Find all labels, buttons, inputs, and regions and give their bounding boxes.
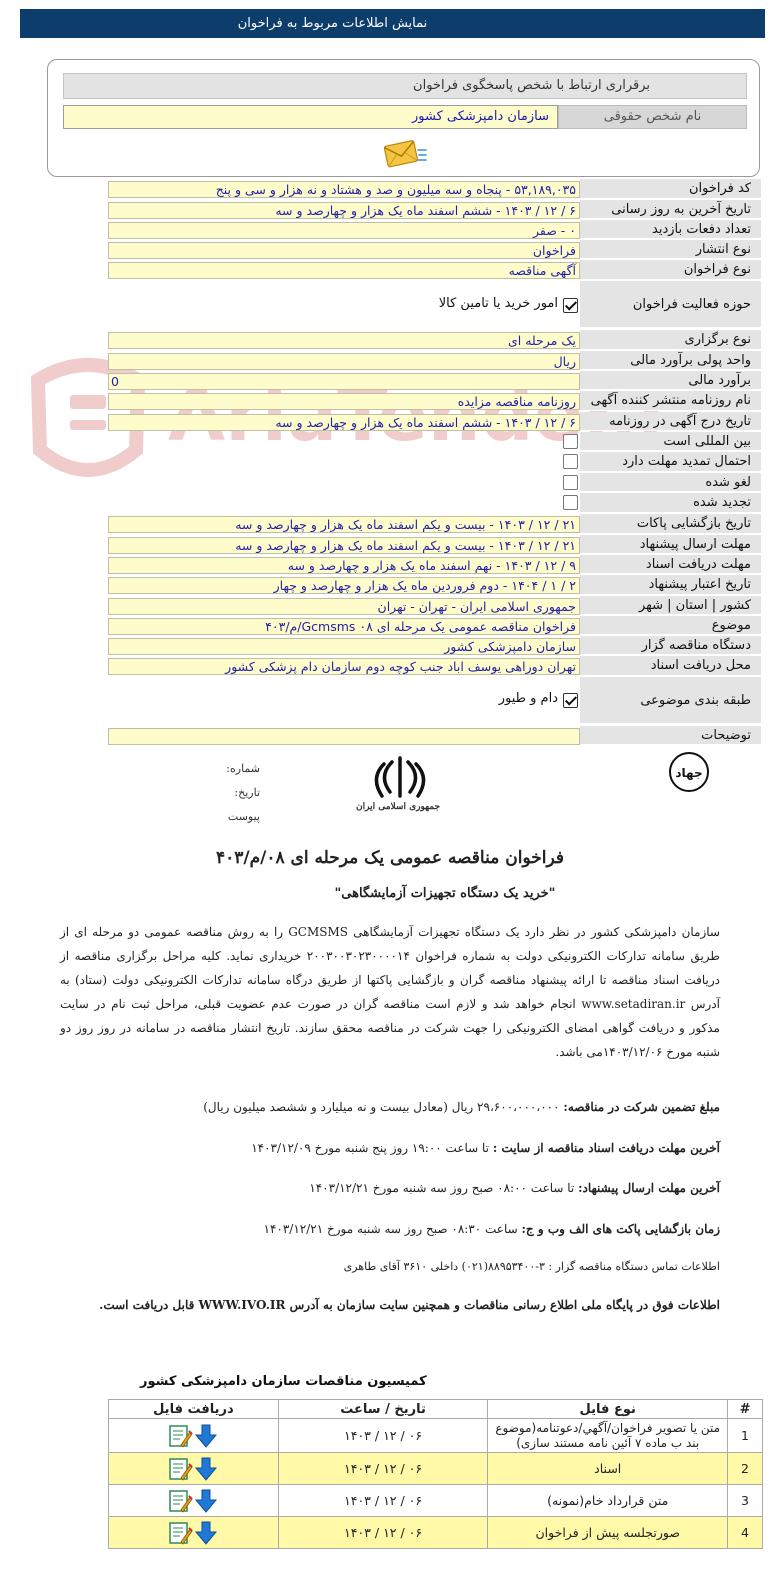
field-label: برآورد مالی — [580, 371, 761, 390]
row-date: ۰۶ / ۱۲ / ۱۴۰۳ — [278, 1419, 488, 1453]
field-value: ۵۳,۱۸۹,۰۳۵ - پنجاه و سه میلیون و صد و هشتاد و نه هزار و سی و پنج — [108, 181, 580, 198]
doc-opening — [264, 1222, 721, 1236]
field-value: یک مرحله ای — [108, 332, 580, 349]
field-row — [0, 371, 775, 391]
org-value: سازمان دامپزشکی کشور — [63, 105, 558, 129]
row-number: 4 — [728, 1517, 763, 1549]
edit-document-icon[interactable] — [167, 1520, 193, 1546]
row-date: ۰۶ / ۱۲ / ۱۴۰۳ — [278, 1453, 488, 1485]
col-file-type: نوع فایل — [488, 1400, 728, 1419]
field-value: 0 — [108, 373, 580, 390]
field-label: دستگاه مناقصه گزار — [580, 636, 761, 655]
field-value: تهران دوراهی یوسف اباد جنب کوچه دوم سازمان دام پزشکی کشور — [108, 658, 580, 675]
field-label: تاریخ آخرین به روز رسانی — [580, 200, 761, 219]
field-label: تاریخ بازگشایی پاکات — [580, 514, 761, 534]
table-row — [109, 1419, 763, 1453]
field-row — [0, 330, 775, 351]
field-label: نوع انتشار — [580, 240, 761, 259]
field-row — [0, 596, 775, 616]
doc-submit-deadline — [309, 1181, 720, 1195]
field-row — [0, 179, 775, 200]
page-title: نمایش اطلاعات مربوط به فراخوان — [237, 16, 428, 31]
field-row — [0, 260, 775, 281]
field-row — [0, 575, 775, 596]
table-row — [109, 1485, 763, 1517]
field-row — [0, 636, 775, 656]
download-icon[interactable] — [193, 1423, 219, 1449]
field-row — [0, 412, 775, 432]
guarantee-label: مبلغ تضمین شرکت در مناقصه: — [563, 1100, 720, 1114]
download-icon[interactable] — [193, 1520, 219, 1546]
doc-signature: کمیسیون مناقصات سازمان دامپزشکی کشور — [140, 1374, 427, 1389]
flag-row — [0, 493, 775, 514]
doc-subtitle: "خرید یک دستگاه تجهیزات آزمایشگاهی" — [334, 886, 556, 901]
col-date: تاریخ / ساعت — [278, 1400, 488, 1419]
row-download[interactable] — [109, 1419, 279, 1453]
field-row — [0, 535, 775, 555]
row-file-type: متن قرارداد خام(نمونه) — [488, 1485, 728, 1517]
activity-checkbox[interactable] — [563, 298, 578, 313]
table-header-row — [109, 1400, 763, 1419]
col-download: دریافت فایل — [109, 1400, 279, 1419]
field-row — [0, 656, 775, 677]
row-number: 3 — [728, 1485, 763, 1517]
row-file-type: متن یا تصویر فراخوان/آگهي/دعوتنامه(موضوع بند ب ماده ۷ آئين نامه مستند سازی) — [488, 1419, 728, 1453]
field-label: تاریخ درج آگهی در روزنامه — [580, 412, 761, 431]
flag-row — [0, 432, 775, 452]
flag-label: بین المللی است — [580, 432, 761, 451]
row-number: 2 — [728, 1453, 763, 1485]
doc-contact-info: اطلاعات تماس دستگاه مناقصه گزار : ۳-۸۸۹۵۳۴۰۰(۰۲۱) داخلی ۳۶۱۰ آقای طاهری — [343, 1260, 720, 1273]
field-value: آگهی مناقصه — [108, 262, 580, 279]
field-label: موضوع — [580, 616, 761, 635]
row-file-type: اسناد — [488, 1453, 728, 1485]
field-value: سازمان دامپزشکی کشور — [108, 638, 580, 655]
field-label: محل دریافت اسناد — [580, 656, 761, 676]
field-label: تعداد دفعات بازدید — [580, 220, 761, 239]
field-row — [0, 391, 775, 412]
field-label: مهلت دریافت اسناد — [580, 555, 761, 574]
page-header — [20, 9, 765, 38]
edit-document-icon[interactable] — [167, 1423, 193, 1449]
field-value: ۶ / ۱۲ / ۱۴۰۳ - ششم اسفند ماه یک هزار و چهارصد و سه — [108, 202, 580, 219]
field-label: واحد پولی برآورد مالی — [580, 351, 761, 370]
row-download[interactable] — [109, 1485, 279, 1517]
field-row — [0, 555, 775, 575]
field-row — [0, 220, 775, 240]
field-label: مهلت ارسال پیشنهاد — [580, 535, 761, 554]
cancelled-checkbox[interactable] — [563, 475, 578, 490]
doc-docs-deadline — [251, 1141, 720, 1155]
field-row — [0, 514, 775, 535]
doc-title: فراخوان مناقصه عمومی یک مرحله ای ۰۸/م/۴۰۳ — [215, 848, 564, 868]
contact-title: برقراری ارتباط با شخص پاسخگوی فراخوان — [63, 73, 747, 99]
field-row — [0, 351, 775, 371]
row-date: ۰۶ / ۱۲ / ۱۴۰۳ — [278, 1517, 488, 1549]
field-row — [0, 616, 775, 636]
announcement-document — [60, 748, 720, 1348]
table-row — [109, 1453, 763, 1485]
field-value: فراخوان مناقصه عمومی یک مرحله ای ۰۸ Gcmsms/م/۴۰۳ — [108, 618, 580, 635]
activity-option: امور خرید یا تامین کالا — [438, 296, 558, 311]
field-value: ۲ / ۱ / ۱۴۰۴ - دوم فروردین ماه یک هزار و چهارصد و چهار — [108, 577, 580, 594]
extension-checkbox[interactable] — [563, 454, 578, 469]
docs-deadline-value: تا ساعت ۱۹:۰۰ روز پنج شنبه مورخ ۱۴۰۳/۱۲/۰۹ — [251, 1141, 490, 1155]
row-download[interactable] — [109, 1453, 279, 1485]
field-label: نوع فراخوان — [580, 260, 761, 280]
field-value: ۹ / ۱۲ / ۱۴۰۳ - نهم اسفند ماه یک هزار و چهارصد و سه — [108, 557, 580, 574]
edit-document-icon[interactable] — [167, 1456, 193, 1482]
row-file-type: صورتجلسه پیش از فراخوان — [488, 1517, 728, 1549]
field-value: ۰ - صفر — [108, 222, 580, 239]
field-label: کد فراخوان — [580, 179, 761, 199]
category-row — [0, 677, 775, 725]
notes-value — [108, 728, 580, 745]
notes-row — [0, 726, 775, 746]
flag-label: احتمال تمدید مهلت دارد — [580, 452, 761, 472]
flag-label: تجدید شده — [580, 493, 761, 513]
submit-deadline-label: آخرین مهلت ارسال پیشنهاد: — [578, 1181, 720, 1195]
files-table — [108, 1399, 763, 1549]
flag-row — [0, 452, 775, 473]
row-number: 1 — [728, 1419, 763, 1453]
download-icon[interactable] — [193, 1488, 219, 1514]
opening-value: ساعت ۰۸:۳۰ صبح روز سه شنبه مورخ ۱۴۰۳/۱۲/۲۱ — [263, 1222, 518, 1236]
category-checkbox[interactable] — [563, 693, 578, 708]
doc-footer-note: اطلاعات فوق در پایگاه ملی اطلاع رسانی مناقصات و همچنین سایت سازمان به آدرس WWW.IVO.IR قابل دریافت است. — [99, 1298, 720, 1312]
field-label: نوع برگزاری — [580, 330, 761, 350]
renewed-checkbox[interactable] — [563, 495, 578, 510]
edit-document-icon[interactable] — [167, 1488, 193, 1514]
field-value: فراخوان — [108, 242, 580, 259]
category-label: طبقه بندی موضوعی — [580, 677, 761, 724]
envelope-icon[interactable] — [380, 136, 428, 172]
field-value: ریال — [108, 353, 580, 370]
field-label: تاریخ اعتبار پیشنهاد — [580, 575, 761, 595]
jahad-logo-icon — [665, 750, 713, 794]
activity-row — [0, 281, 775, 329]
download-icon[interactable] — [193, 1456, 219, 1482]
activity-label: حوزه فعالیت فراخوان — [580, 281, 761, 328]
jahad-logo-text: جهاد — [675, 766, 703, 780]
notes-label: توضیحات — [580, 726, 761, 745]
col-number: # — [728, 1400, 763, 1419]
field-value: روزنامه مناقصه مزایده — [108, 393, 580, 410]
contact-panel — [47, 59, 760, 177]
doc-date-label: تاریخ: — [234, 786, 260, 799]
emblem-caption: جمهوری اسلامی ایران — [356, 802, 441, 812]
doc-number-label: شماره: — [226, 762, 260, 775]
flag-row — [0, 473, 775, 493]
international-checkbox[interactable] — [563, 434, 578, 449]
field-row — [0, 240, 775, 260]
category-option: دام و طیور — [498, 691, 558, 706]
flag-label: لغو شده — [580, 473, 761, 492]
org-label: نام شخص حقوقی — [558, 105, 747, 129]
field-value: جمهوری اسلامی ایران - تهران - تهران — [108, 598, 580, 615]
row-date: ۰۶ / ۱۲ / ۱۴۰۳ — [278, 1485, 488, 1517]
doc-body: سازمان دامپزشکی کشور در نظر دارد یک دستگاه تجهیزات آزمایشگاهی GCMSMS را به روش مناقصه عمومی دو مرحله ای از طریق سامانه تدارکات الکترونیکی دولت به شماره فراخوان ۲۰۰۳۰۰۳۰۲۳۰۰۰۰۱۴ خریداری نماید. کلیه مراحل برگزاری مناقصه از دریافت اسناد مناقصه تا ارائه پیشنهاد مناقصه گران و بازگشایی پاکتها از طریق درگاه سامانه تدارکات الکترونیکی دولت (ستاد) به آدرس www.setadiran.ir انجام خواهد شد و لازم است مناقصه گران در صورت عدم عضویت قبلی، مراحل ثبت نام در سایت مذکور و دریافت گواهی امضای الکترونیکی را جهت شرکت در مناقصه محقق سازند. تاریخ انتشار مناقصه در سامانه در روز روز دو شنبه مورخ ۱۴۰۳/۱۲/۰۶می باشد. — [60, 925, 720, 1059]
doc-guarantee — [203, 1100, 720, 1114]
doc-attachment-label: پیوست — [227, 810, 260, 823]
field-label: کشور | استان | شهر — [580, 596, 761, 615]
field-row — [0, 200, 775, 220]
field-label: نام روزنامه منتشر کننده آگهی — [580, 391, 761, 411]
opening-label: زمان بازگشایی پاکت های الف وب و ج: — [521, 1222, 720, 1236]
field-value: ۲۱ / ۱۲ / ۱۴۰۳ - بیست و یکم اسفند ماه یک هزار و چهارصد و سه — [108, 516, 580, 533]
guarantee-value: ۲۹،۶۰۰،۰۰۰،۰۰۰ ریال (معادل بیست و نه میلیارد و ششصد میلیون ریال) — [203, 1100, 560, 1114]
docs-deadline-label: آخرین مهلت دریافت اسناد مناقصه از سایت : — [492, 1141, 720, 1155]
submit-deadline-value: تا ساعت ۰۸:۰۰ صبح روز سه شنبه مورخ ۱۴۰۳/۱۲/۲۱ — [309, 1181, 575, 1195]
row-download[interactable] — [109, 1517, 279, 1549]
table-row — [109, 1517, 763, 1549]
field-value: ۶ / ۱۲ / ۱۴۰۳ - ششم اسفند ماه یک هزار و چهارصد و سه — [108, 414, 580, 431]
field-value: ۲۱ / ۱۲ / ۱۴۰۳ - بیست و یکم اسفند ماه یک هزار و چهارصد و سه — [108, 537, 580, 554]
